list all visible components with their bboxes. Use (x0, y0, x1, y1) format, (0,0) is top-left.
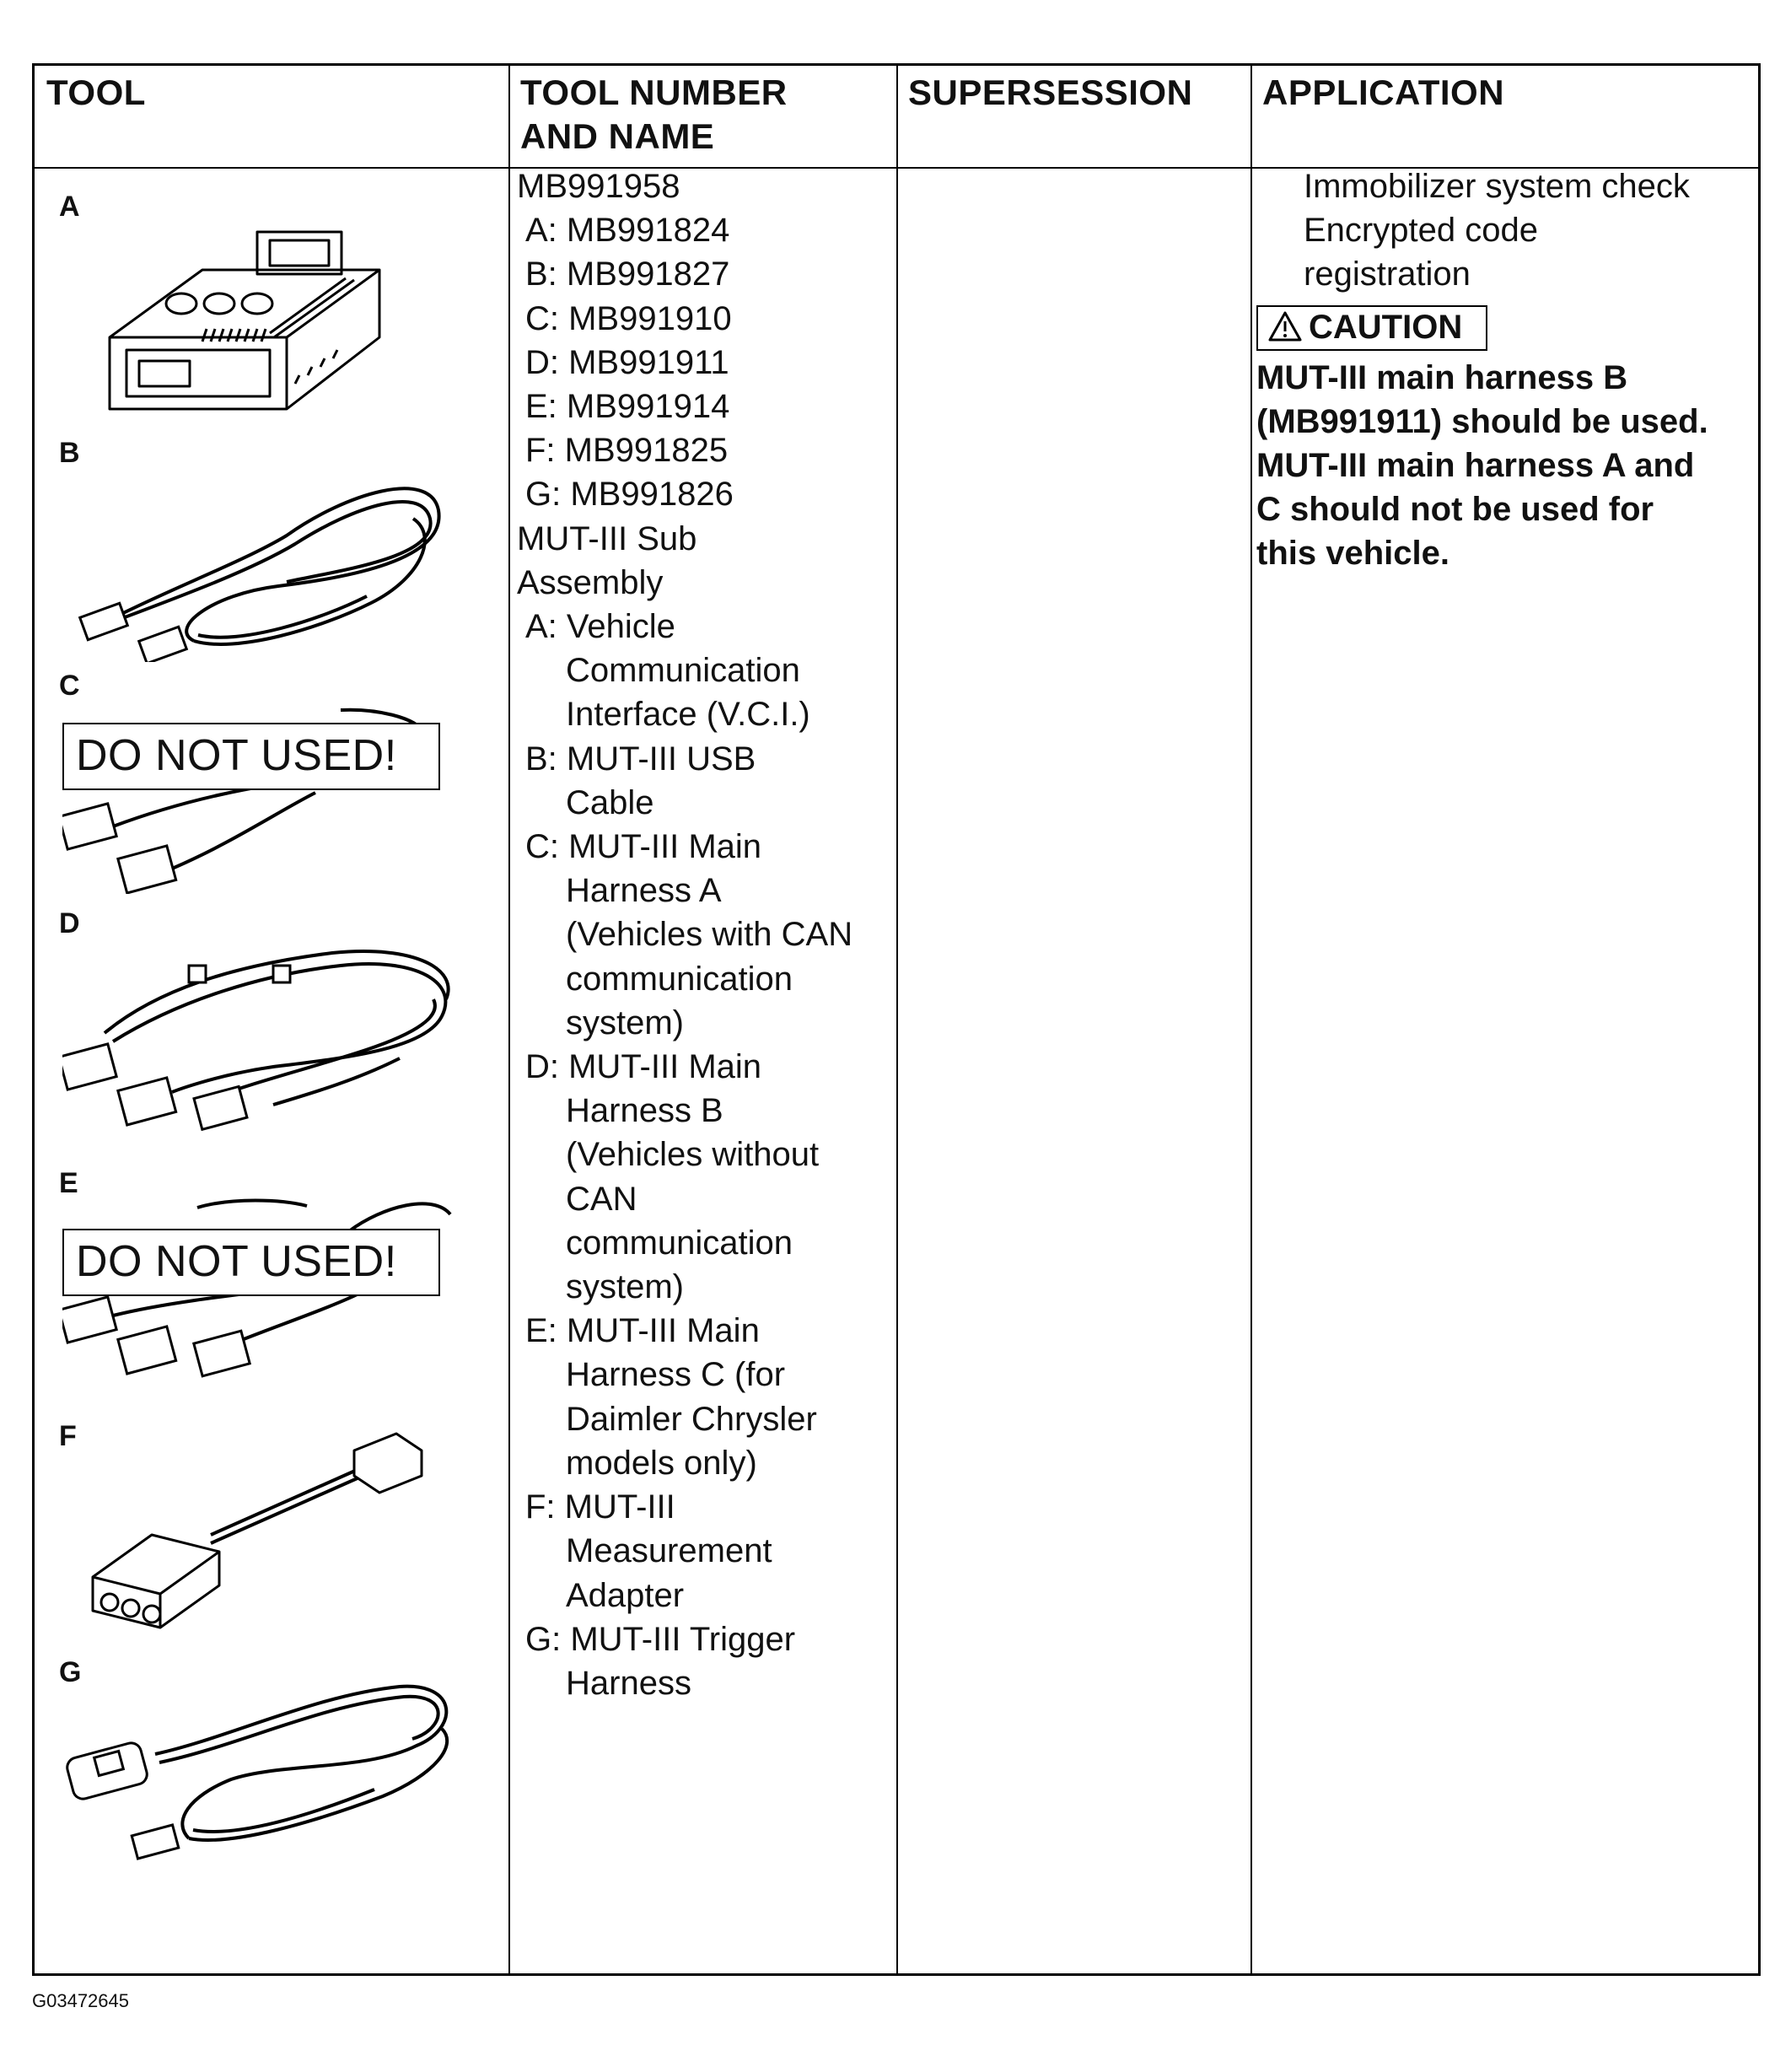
vci-unit-illustration (101, 211, 396, 430)
tool-number-line: G: MUT-III Trigger (525, 1620, 796, 1658)
tool-number-line: Harness A (566, 872, 722, 910)
tool-letter-d: D (59, 907, 80, 939)
tool-letter-e: E (59, 1167, 78, 1199)
header-supersession-label: SUPERSESSION (908, 73, 1193, 112)
tool-number-line: Harness B (566, 1092, 723, 1130)
caution-line: this vehicle. (1256, 535, 1449, 573)
header-tool-number-line1: TOOL NUMBER (520, 73, 788, 112)
tool-number-line: (Vehicles without (566, 1136, 820, 1174)
tool-number-line: C: MB991910 (525, 299, 732, 337)
caution-line: C should not be used for (1256, 491, 1654, 529)
tool-number-line: A: Vehicle (525, 608, 675, 646)
tool-number-line: E: MB991914 (525, 388, 730, 426)
tool-number-and-name (517, 164, 852, 1705)
tool-number-line: Adapter (566, 1576, 685, 1614)
do-not-used-stamp-e: DO NOT USED! (62, 1229, 440, 1296)
header-supersession (896, 66, 1250, 167)
tool-letter-c: C (59, 670, 80, 702)
column-divider (896, 66, 898, 1973)
tool-number-line: Daimler Chrysler (566, 1400, 817, 1438)
tool-letter-a: A (59, 191, 80, 223)
tool-number-line: B: MUT-III USB (525, 740, 756, 778)
main-harness-b-illustration (62, 932, 459, 1134)
tool-number-line: communication (566, 1224, 793, 1262)
tool-number-line: system) (566, 1268, 684, 1306)
tool-number-line: system) (566, 1004, 684, 1041)
caution-box (1256, 305, 1487, 351)
header-tool-number-line2: AND NAME (520, 116, 715, 156)
tool-number-line: CAN (566, 1180, 637, 1218)
tool-number-line: Harness C (for (566, 1356, 786, 1394)
figure-code: G03472645 (32, 1990, 129, 2011)
warning-triangle-icon (1268, 311, 1302, 342)
usb-cable-illustration (67, 460, 455, 662)
application-line: Encrypted code (1304, 212, 1538, 250)
tool-number-line: G: MB991826 (525, 476, 734, 514)
column-divider (508, 66, 510, 1973)
header-application (1250, 66, 1756, 167)
tool-number-line: MB991958 (517, 168, 680, 205)
tool-number-line: B: MB991827 (525, 256, 730, 293)
tool-number-line: F: MB991825 (525, 432, 729, 470)
application-cell (1256, 164, 1708, 576)
tool-number-line: models only) (566, 1444, 757, 1482)
application-line: registration (1304, 256, 1471, 293)
header-application-label: APPLICATION (1262, 73, 1505, 112)
header-tool (35, 66, 508, 167)
header-tool-label: TOOL (46, 73, 146, 112)
tool-number-line: communication (566, 960, 793, 998)
tool-number-line: Cable (566, 783, 654, 821)
caution-label: CAUTION (1309, 308, 1463, 346)
tool-number-line: E: MUT-III Main (525, 1312, 760, 1350)
caution-text (1256, 356, 1708, 576)
caution-line: (MB991911) should be used. (1256, 402, 1708, 440)
tool-number-line: (Vehicles with CAN (566, 916, 853, 954)
tool-number-line: Measurement (566, 1532, 772, 1570)
tool-letter-f: F (59, 1420, 77, 1452)
column-divider (1250, 66, 1252, 1973)
caution-line: MUT-III main harness B (1256, 358, 1628, 396)
tool-number-line: D: MUT-III Main (525, 1048, 762, 1086)
tool-number-line: F: MUT-III (525, 1488, 675, 1526)
application-line: Immobilizer system check (1304, 168, 1690, 205)
do-not-used-stamp-c: DO NOT USED! (62, 723, 440, 790)
tool-number-line: Communication (566, 652, 800, 690)
header-tool-number (508, 66, 896, 167)
caution-line: MUT-III main harness A and (1256, 447, 1695, 485)
tool-number-line: Harness (566, 1664, 691, 1702)
tool-number-line: Interface (V.C.I.) (566, 696, 810, 734)
tool-number-line: D: MB991911 (525, 343, 729, 381)
tool-number-line: Assembly (517, 563, 664, 601)
tool-number-line: C: MUT-III Main (525, 828, 762, 866)
tool-letter-g: G (59, 1656, 82, 1688)
tool-number-line: A: MB991824 (525, 212, 730, 250)
tool-letter-b: B (59, 437, 80, 469)
trigger-harness-illustration (62, 1678, 459, 1872)
measurement-adapter-illustration (84, 1425, 455, 1636)
tool-number-line: MUT-III Sub (517, 519, 697, 557)
